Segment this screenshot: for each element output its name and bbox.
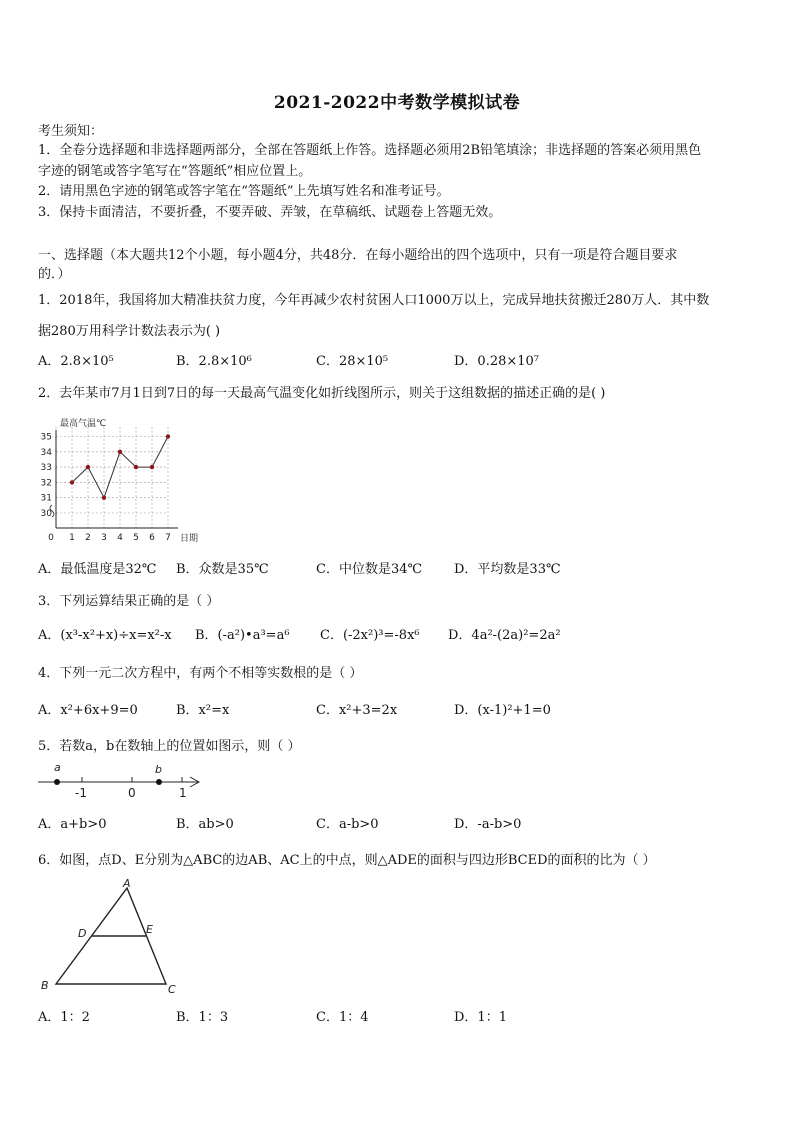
q2-stem: 2．去年某市7月1日到7日的每一天最高气温变化如折线图所示，则关于这组数据的描述正确的是( ): [38, 386, 606, 401]
q4-option-a[interactable]: A．x²+6x+9=0: [38, 703, 138, 718]
tick-label-1: 1: [179, 786, 187, 800]
chart-data-point: [134, 465, 138, 469]
q3-stem: 3．下列运算结果正确的是（ ）: [38, 594, 220, 609]
chart-ytick-label: 35: [40, 432, 52, 443]
triangle-figure: [38, 876, 188, 998]
q1-option-b[interactable]: B．2.8×10⁶: [176, 354, 252, 369]
q5-options: [38, 816, 758, 834]
chart-xlabel: 日期: [180, 534, 199, 544]
q1-stem-cont: 据280万用科学计数法表示为( ): [38, 324, 221, 339]
q2-option-c[interactable]: C．中位数是34℃: [316, 562, 423, 577]
notice-item-2: 2．请用黑色字迹的钢笔或答字笔在“答题纸”上先填写姓名和准考证号。: [38, 184, 450, 199]
chart-xtick-label: 5: [133, 533, 139, 543]
page-title: 2021-2022中考数学模拟试卷: [273, 93, 521, 113]
chart-ytick-label: 34: [40, 447, 52, 458]
q1-option-d[interactable]: D．0.28×10⁷: [454, 354, 540, 369]
q1-stem: 1．2018年，我国将加大精准扶贫力度，今年再减少农村贫困人口1000万以上，完成异地扶贫搬迁280万人．其中数: [38, 293, 710, 308]
q3-option-b[interactable]: B．(-a²)•a³=a⁶: [195, 628, 290, 643]
number-line-figure: [36, 760, 206, 802]
label-a: a: [54, 761, 61, 774]
notice-heading: 考生须知：: [38, 124, 104, 139]
chart-ytick-label: 31: [40, 493, 52, 504]
q6-option-a[interactable]: A．1：2: [38, 1010, 90, 1025]
q6-options: [38, 1009, 758, 1027]
chart-data-point: [166, 434, 170, 438]
q5-stem: 5．若数a，b在数轴上的位置如图示，则（ ）: [38, 739, 301, 754]
q5-option-d[interactable]: D．-a-b>0: [454, 817, 522, 832]
q1-option-c[interactable]: C．28×10⁵: [316, 354, 389, 369]
vertex-b-label: B: [41, 979, 49, 992]
chart-xtick-label: 0: [48, 533, 54, 543]
chart-xtick-label: 4: [117, 533, 123, 543]
q4-option-d[interactable]: D．(x-1)²+1=0: [454, 703, 551, 718]
q4-stem: 4．下列一元二次方程中，有两个不相等实数根的是（ ）: [38, 666, 363, 681]
q4-options: [38, 702, 758, 720]
chart-data-point: [150, 465, 154, 469]
vertex-a-label: A: [123, 877, 131, 890]
q3-option-d[interactable]: D．4a²-(2a)²=2a²: [448, 628, 561, 643]
chart-xtick-label: 7: [165, 533, 171, 543]
q1-option-a[interactable]: A．2.8×10⁵: [38, 354, 114, 369]
temperature-line-chart: [38, 410, 208, 545]
q1-options: [38, 353, 758, 371]
chart-xtick-label: 3: [101, 533, 107, 543]
q5-option-b[interactable]: B．ab>0: [176, 817, 234, 832]
chart-data-point: [102, 496, 106, 500]
section-heading-cont: 的．）: [38, 267, 71, 282]
point-b: [156, 779, 162, 785]
notice-item-1: 1．全卷分选择题和非选择题两部分，全部在答题纸上作答。选择题必须用2B铅笔填涂；非选择题的答案必须用黑色: [38, 143, 702, 158]
q6-stem: 6．如图，点D、E分别为△ABC的边AB、AC上的中点，则△ADE的面积与四边形BCED的面积的比为（ ）: [38, 853, 656, 868]
section-heading: 一、选择题（本大题共12个小题，每小题4分，共48分．在每小题给出的四个选项中，只有一项是符合题目要求: [38, 248, 678, 263]
chart-ytick-label: 32: [40, 478, 52, 489]
q5-option-c[interactable]: C．a-b>0: [316, 817, 379, 832]
chart-data-point: [86, 465, 90, 469]
point-d-label: D: [78, 927, 87, 940]
chart-ytick-label: 30: [40, 509, 52, 519]
notice-item-3: 3．保持卡面清洁，不要折叠，不要弄破、弄皱，在草稿纸、试题卷上答题无效。: [38, 205, 502, 220]
notice-item-1-cont: 字迹的钢笔或答字笔写在“答题纸”相应位置上。: [38, 164, 312, 179]
q2-option-a[interactable]: A．最低温度是32℃: [38, 562, 157, 577]
q6-option-d[interactable]: D．1：1: [454, 1010, 507, 1025]
chart-ytick-label: 33: [40, 463, 52, 474]
chart-title: 最高气温℃: [60, 419, 107, 429]
chart-data-point: [70, 480, 74, 484]
chart-data-point: [118, 450, 122, 454]
q6-option-b[interactable]: B．1：3: [176, 1010, 229, 1025]
q2-options: [38, 561, 758, 579]
tick-label-neg1: -1: [75, 786, 87, 800]
chart-xtick-label: 2: [85, 533, 91, 543]
chart-xtick-label: 6: [149, 533, 155, 543]
tick-label-0: 0: [128, 786, 136, 800]
q2-option-b[interactable]: B．众数是35℃: [176, 562, 269, 577]
vertex-c-label: C: [168, 983, 176, 996]
q6-option-c[interactable]: C．1：4: [316, 1010, 369, 1025]
label-b: b: [155, 763, 162, 776]
q4-option-b[interactable]: B．x²=x: [176, 703, 230, 718]
q3-option-a[interactable]: A．(x³-x²+x)÷x=x²-x: [38, 628, 172, 643]
q2-option-d[interactable]: D．平均数是33℃: [454, 562, 561, 577]
q3-option-c[interactable]: C．(-2x²)³=-8x⁶: [320, 628, 420, 643]
point-e-label: E: [146, 923, 153, 936]
q5-option-a[interactable]: A．a+b>0: [38, 817, 107, 832]
q4-option-c[interactable]: C．x²+3=2x: [316, 703, 398, 718]
point-a: [54, 779, 60, 785]
chart-xtick-label: 1: [69, 533, 75, 543]
q3-options: [38, 627, 758, 645]
